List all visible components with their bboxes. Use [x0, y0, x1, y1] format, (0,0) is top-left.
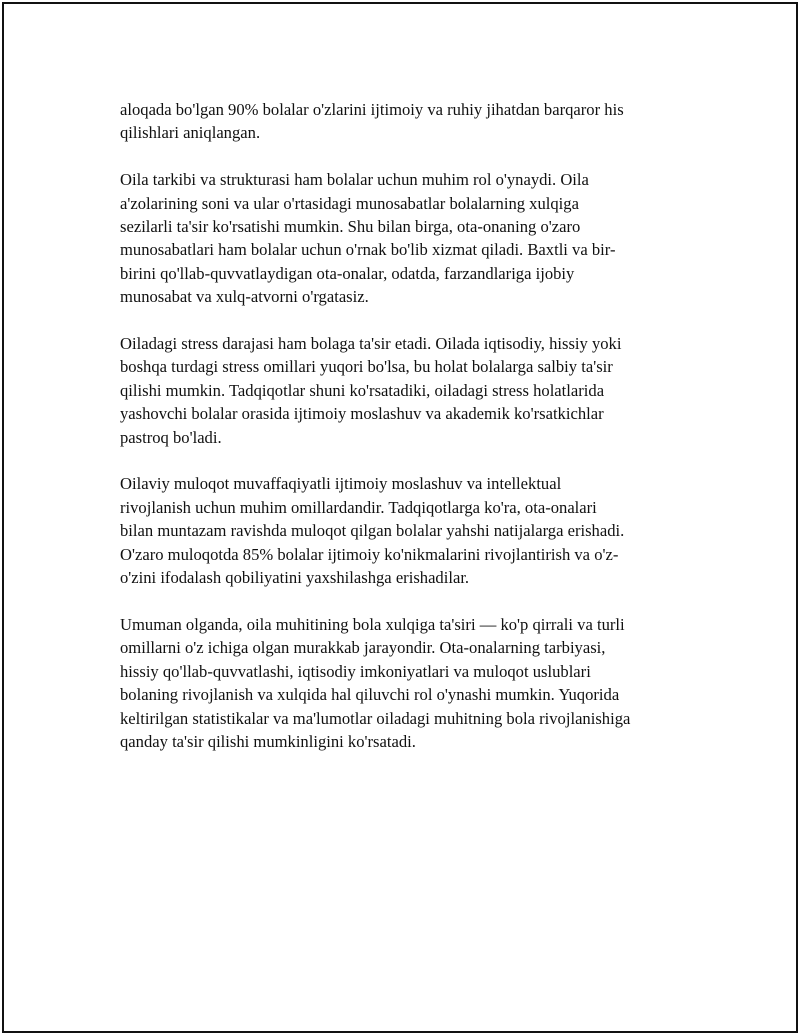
text-line: Umuman olganda, oila muhitining bola xulqiga ta'siri — ko'p qirrali va turli: [120, 614, 625, 634]
text-line: a'zolarining soni va ular o'rtasidagi munosabatlar bolalarning xulqiga: [120, 193, 579, 213]
text-line: pastroq bo'ladi.: [120, 427, 222, 447]
text-line: munosabatlari ham bolalar uchun o'rnak bo'lib xizmat qiladi. Baxtli va bir-: [120, 240, 616, 260]
text-line: boshqa turdagi stress omillari yuqori bo'lsa, bu holat bolalarga salbiy ta'sir: [120, 357, 613, 377]
paragraph-2: [120, 168, 690, 308]
paragraph-5: [120, 613, 690, 753]
text-line: birini qo'llab-quvvatlaydigan ota-onalar, odatda, farzandlariga ijobiy: [120, 263, 575, 283]
text-line: keltirilgan statistikalar va ma'lumotlar oiladagi muhitning bola rivojlanishiga: [120, 708, 631, 728]
text-line: o'zini ifodalash qobiliyatini yaxshilashga erishadilar.: [120, 568, 470, 588]
text-line: hissiy qo'llab-quvvatlashi, iqtisodiy imkoniyatlari va muloqot uslublari: [120, 661, 591, 681]
text-line: yashovchi bolalar orasida ijtimoiy moslashuv va akademik ko'rsatkichlar: [120, 404, 604, 424]
text-line: bilan muntazam ravishda muloqot qilgan bolalar yahshi natijalarga erishadi.: [120, 521, 625, 541]
text-line: Oilaviy muloqot muvaffaqiyatli ijtimoiy moslashuv va intellektual: [120, 474, 562, 494]
document-page: [2, 2, 798, 1033]
paragraph-1: [120, 98, 690, 145]
text-line: aloqada bo'lgan 90% bolalar o'zlarini ijtimoiy va ruhiy jihatdan barqaror his: [120, 100, 624, 119]
text-line: omillarni o'z ichiga olgan murakkab jarayondir. Ota-onalarning tarbiyasi,: [120, 638, 606, 658]
text-line: qilishlari aniqlangan.: [120, 123, 261, 143]
document-body: [120, 98, 690, 777]
text-line: munosabat va xulq-atvorni o'rgatasiz.: [120, 287, 369, 307]
text-line: Oiladagi stress darajasi ham bolaga ta'sir etadi. Oilada iqtisodiy, hissiy yoki: [120, 334, 622, 354]
text-line: Oila tarkibi va strukturasi ham bolalar uchun muhim rol o'ynaydi. Oila: [120, 170, 589, 190]
paragraph-3: [120, 332, 690, 449]
text-line: bolaning rivojlanish va xulqida hal qiluvchi rol o'ynashi mumkin. Yuqorida: [120, 685, 620, 705]
text-line: O'zaro muloqotda 85% bolalar ijtimoiy ko'nikmalarini rivojlantirish va o'z-: [120, 544, 619, 564]
text-line: qanday ta'sir qilishi mumkinligini ko'rsatadi.: [120, 731, 416, 751]
text-line: sezilarli ta'sir ko'rsatishi mumkin. Shu bilan birga, ota-onaning o'zaro: [120, 217, 581, 237]
paragraph-4: [120, 472, 690, 589]
text-line: rivojlanish uchun muhim omillardandir. Tadqiqotlarga ko'ra, ota-onalari: [120, 497, 597, 517]
text-line: qilishi mumkin. Tadqiqotlar shuni ko'rsatadiki, oiladagi stress holatlarida: [120, 380, 605, 400]
